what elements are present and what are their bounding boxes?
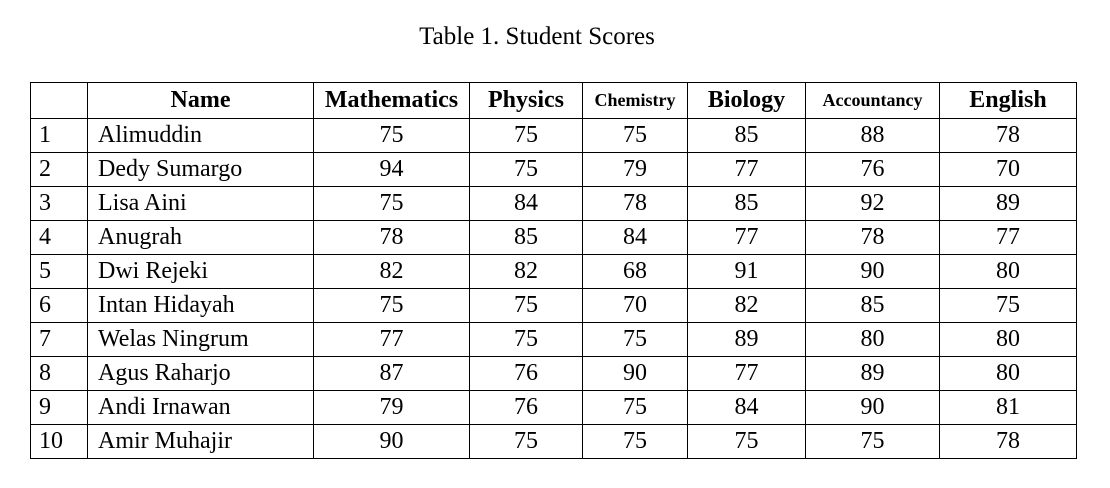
table-row	[31, 119, 1077, 153]
row-number-cell: 3	[31, 187, 88, 221]
biology-score-cell: 77	[688, 357, 806, 391]
row-number-cell: 6	[31, 289, 88, 323]
column-header-index	[31, 83, 88, 119]
physics-score-cell: 75	[470, 289, 583, 323]
physics-score-cell: 82	[470, 255, 583, 289]
student-name-cell: Intan Hidayah	[88, 289, 314, 323]
row-number-cell: 1	[31, 119, 88, 153]
english-score-cell: 78	[940, 119, 1077, 153]
table-row	[31, 323, 1077, 357]
student-name-cell: Lisa Aini	[88, 187, 314, 221]
mathematics-score-cell: 82	[314, 255, 470, 289]
student-name-cell: Dedy Sumargo	[88, 153, 314, 187]
chemistry-score-cell: 78	[583, 187, 688, 221]
chemistry-score-cell: 84	[583, 221, 688, 255]
biology-score-cell: 84	[688, 391, 806, 425]
chemistry-score-cell: 75	[583, 119, 688, 153]
header-row	[31, 83, 1077, 119]
chemistry-score-cell: 75	[583, 425, 688, 459]
biology-score-cell: 77	[688, 153, 806, 187]
student-scores-table	[30, 82, 1077, 459]
row-number-cell: 10	[31, 425, 88, 459]
physics-score-cell: 76	[470, 391, 583, 425]
column-header-mathematics: Mathematics	[314, 83, 470, 119]
table-body	[31, 119, 1077, 459]
table-row	[31, 221, 1077, 255]
english-score-cell: 77	[940, 221, 1077, 255]
english-score-cell: 78	[940, 425, 1077, 459]
accountancy-score-cell: 85	[806, 289, 940, 323]
mathematics-score-cell: 77	[314, 323, 470, 357]
mathematics-score-cell: 90	[314, 425, 470, 459]
accountancy-score-cell: 90	[806, 255, 940, 289]
accountancy-score-cell: 80	[806, 323, 940, 357]
table-caption: Table 1. Student Scores	[419, 23, 655, 50]
row-number-cell: 9	[31, 391, 88, 425]
biology-score-cell: 82	[688, 289, 806, 323]
table-row	[31, 391, 1077, 425]
mathematics-score-cell: 75	[314, 187, 470, 221]
student-name-cell: Agus Raharjo	[88, 357, 314, 391]
chemistry-score-cell: 79	[583, 153, 688, 187]
accountancy-score-cell: 88	[806, 119, 940, 153]
student-name-cell: Andi Irnawan	[88, 391, 314, 425]
english-score-cell: 89	[940, 187, 1077, 221]
mathematics-score-cell: 87	[314, 357, 470, 391]
physics-score-cell: 76	[470, 357, 583, 391]
mathematics-score-cell: 79	[314, 391, 470, 425]
physics-score-cell: 85	[470, 221, 583, 255]
physics-score-cell: 75	[470, 323, 583, 357]
accountancy-score-cell: 75	[806, 425, 940, 459]
row-number-cell: 4	[31, 221, 88, 255]
english-score-cell: 81	[940, 391, 1077, 425]
mathematics-score-cell: 75	[314, 289, 470, 323]
column-header-english: English	[940, 83, 1077, 119]
student-name-cell: Alimuddin	[88, 119, 314, 153]
student-name-cell: Anugrah	[88, 221, 314, 255]
biology-score-cell: 85	[688, 119, 806, 153]
table-row	[31, 255, 1077, 289]
student-name-cell: Dwi Rejeki	[88, 255, 314, 289]
english-score-cell: 80	[940, 323, 1077, 357]
column-header-accountancy: Accountancy	[806, 83, 940, 119]
biology-score-cell: 75	[688, 425, 806, 459]
accountancy-score-cell: 89	[806, 357, 940, 391]
table-row	[31, 289, 1077, 323]
column-header-name: Name	[88, 83, 314, 119]
table-row	[31, 187, 1077, 221]
row-number-cell: 5	[31, 255, 88, 289]
table-row	[31, 153, 1077, 187]
table-row	[31, 425, 1077, 459]
column-header-biology: Biology	[688, 83, 806, 119]
physics-score-cell: 75	[470, 425, 583, 459]
accountancy-score-cell: 78	[806, 221, 940, 255]
chemistry-score-cell: 75	[583, 391, 688, 425]
english-score-cell: 75	[940, 289, 1077, 323]
physics-score-cell: 75	[470, 119, 583, 153]
column-header-physics: Physics	[470, 83, 583, 119]
accountancy-score-cell: 90	[806, 391, 940, 425]
chemistry-score-cell: 75	[583, 323, 688, 357]
mathematics-score-cell: 94	[314, 153, 470, 187]
english-score-cell: 80	[940, 357, 1077, 391]
chemistry-score-cell: 90	[583, 357, 688, 391]
biology-score-cell: 89	[688, 323, 806, 357]
chemistry-score-cell: 70	[583, 289, 688, 323]
row-number-cell: 7	[31, 323, 88, 357]
english-score-cell: 80	[940, 255, 1077, 289]
accountancy-score-cell: 76	[806, 153, 940, 187]
chemistry-score-cell: 68	[583, 255, 688, 289]
physics-score-cell: 75	[470, 153, 583, 187]
student-name-cell: Amir Muhajir	[88, 425, 314, 459]
english-score-cell: 70	[940, 153, 1077, 187]
student-name-cell: Welas Ningrum	[88, 323, 314, 357]
column-header-chemistry: Chemistry	[583, 83, 688, 119]
biology-score-cell: 91	[688, 255, 806, 289]
row-number-cell: 2	[31, 153, 88, 187]
biology-score-cell: 85	[688, 187, 806, 221]
table-row	[31, 357, 1077, 391]
mathematics-score-cell: 75	[314, 119, 470, 153]
accountancy-score-cell: 92	[806, 187, 940, 221]
row-number-cell: 8	[31, 357, 88, 391]
mathematics-score-cell: 78	[314, 221, 470, 255]
physics-score-cell: 84	[470, 187, 583, 221]
biology-score-cell: 77	[688, 221, 806, 255]
